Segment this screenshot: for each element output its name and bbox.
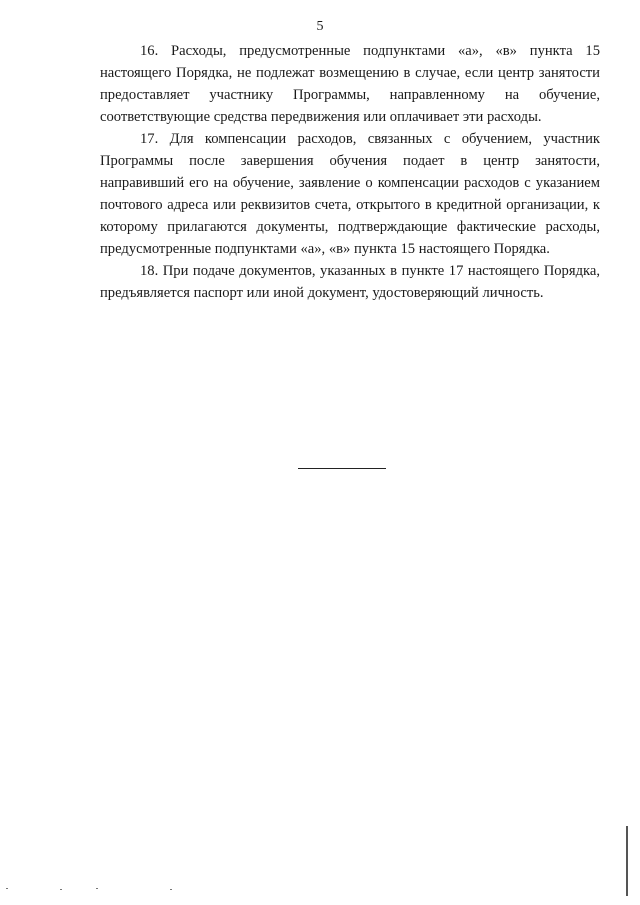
paragraph-17: 17. Для компенсации расходов, связанных с обучением, участник Программы после завершения обучения подает в центр занятости, направивший его на обучение, заявление о компенсации расходов с указанием почтового адреса или реквизитов счета, открытого в кредитной организации, к которому прилагаются документы, подтверждающие фактические расходы, предусмотренные подпунктами «а», «в» пункта 15 настоящего Порядка. [100,131,600,257]
scan-speck [96,888,98,889]
scan-speck [170,889,172,890]
paragraph-16: 16. Расходы, предусмотренные подпунктами «а», «в» пункта 15 настоящего Порядка, не подлежат возмещению в случае, если центр занятости предоставляет участнику Программы, направленному на обучение, соответствующие средства передвижения или оплачивает эти расходы. [100,43,600,125]
scan-speck [60,889,62,890]
paragraph-18: 18. При подаче документов, указанных в пункте 17 настоящего Порядка, предъявляется паспорт или иной документ, удостоверяющий личность. [100,263,600,301]
page-number: 5 [316,19,324,34]
end-separator-line [298,468,386,469]
scan-edge-mark [626,826,628,896]
scan-speck [6,888,8,889]
document-body [100,40,600,304]
